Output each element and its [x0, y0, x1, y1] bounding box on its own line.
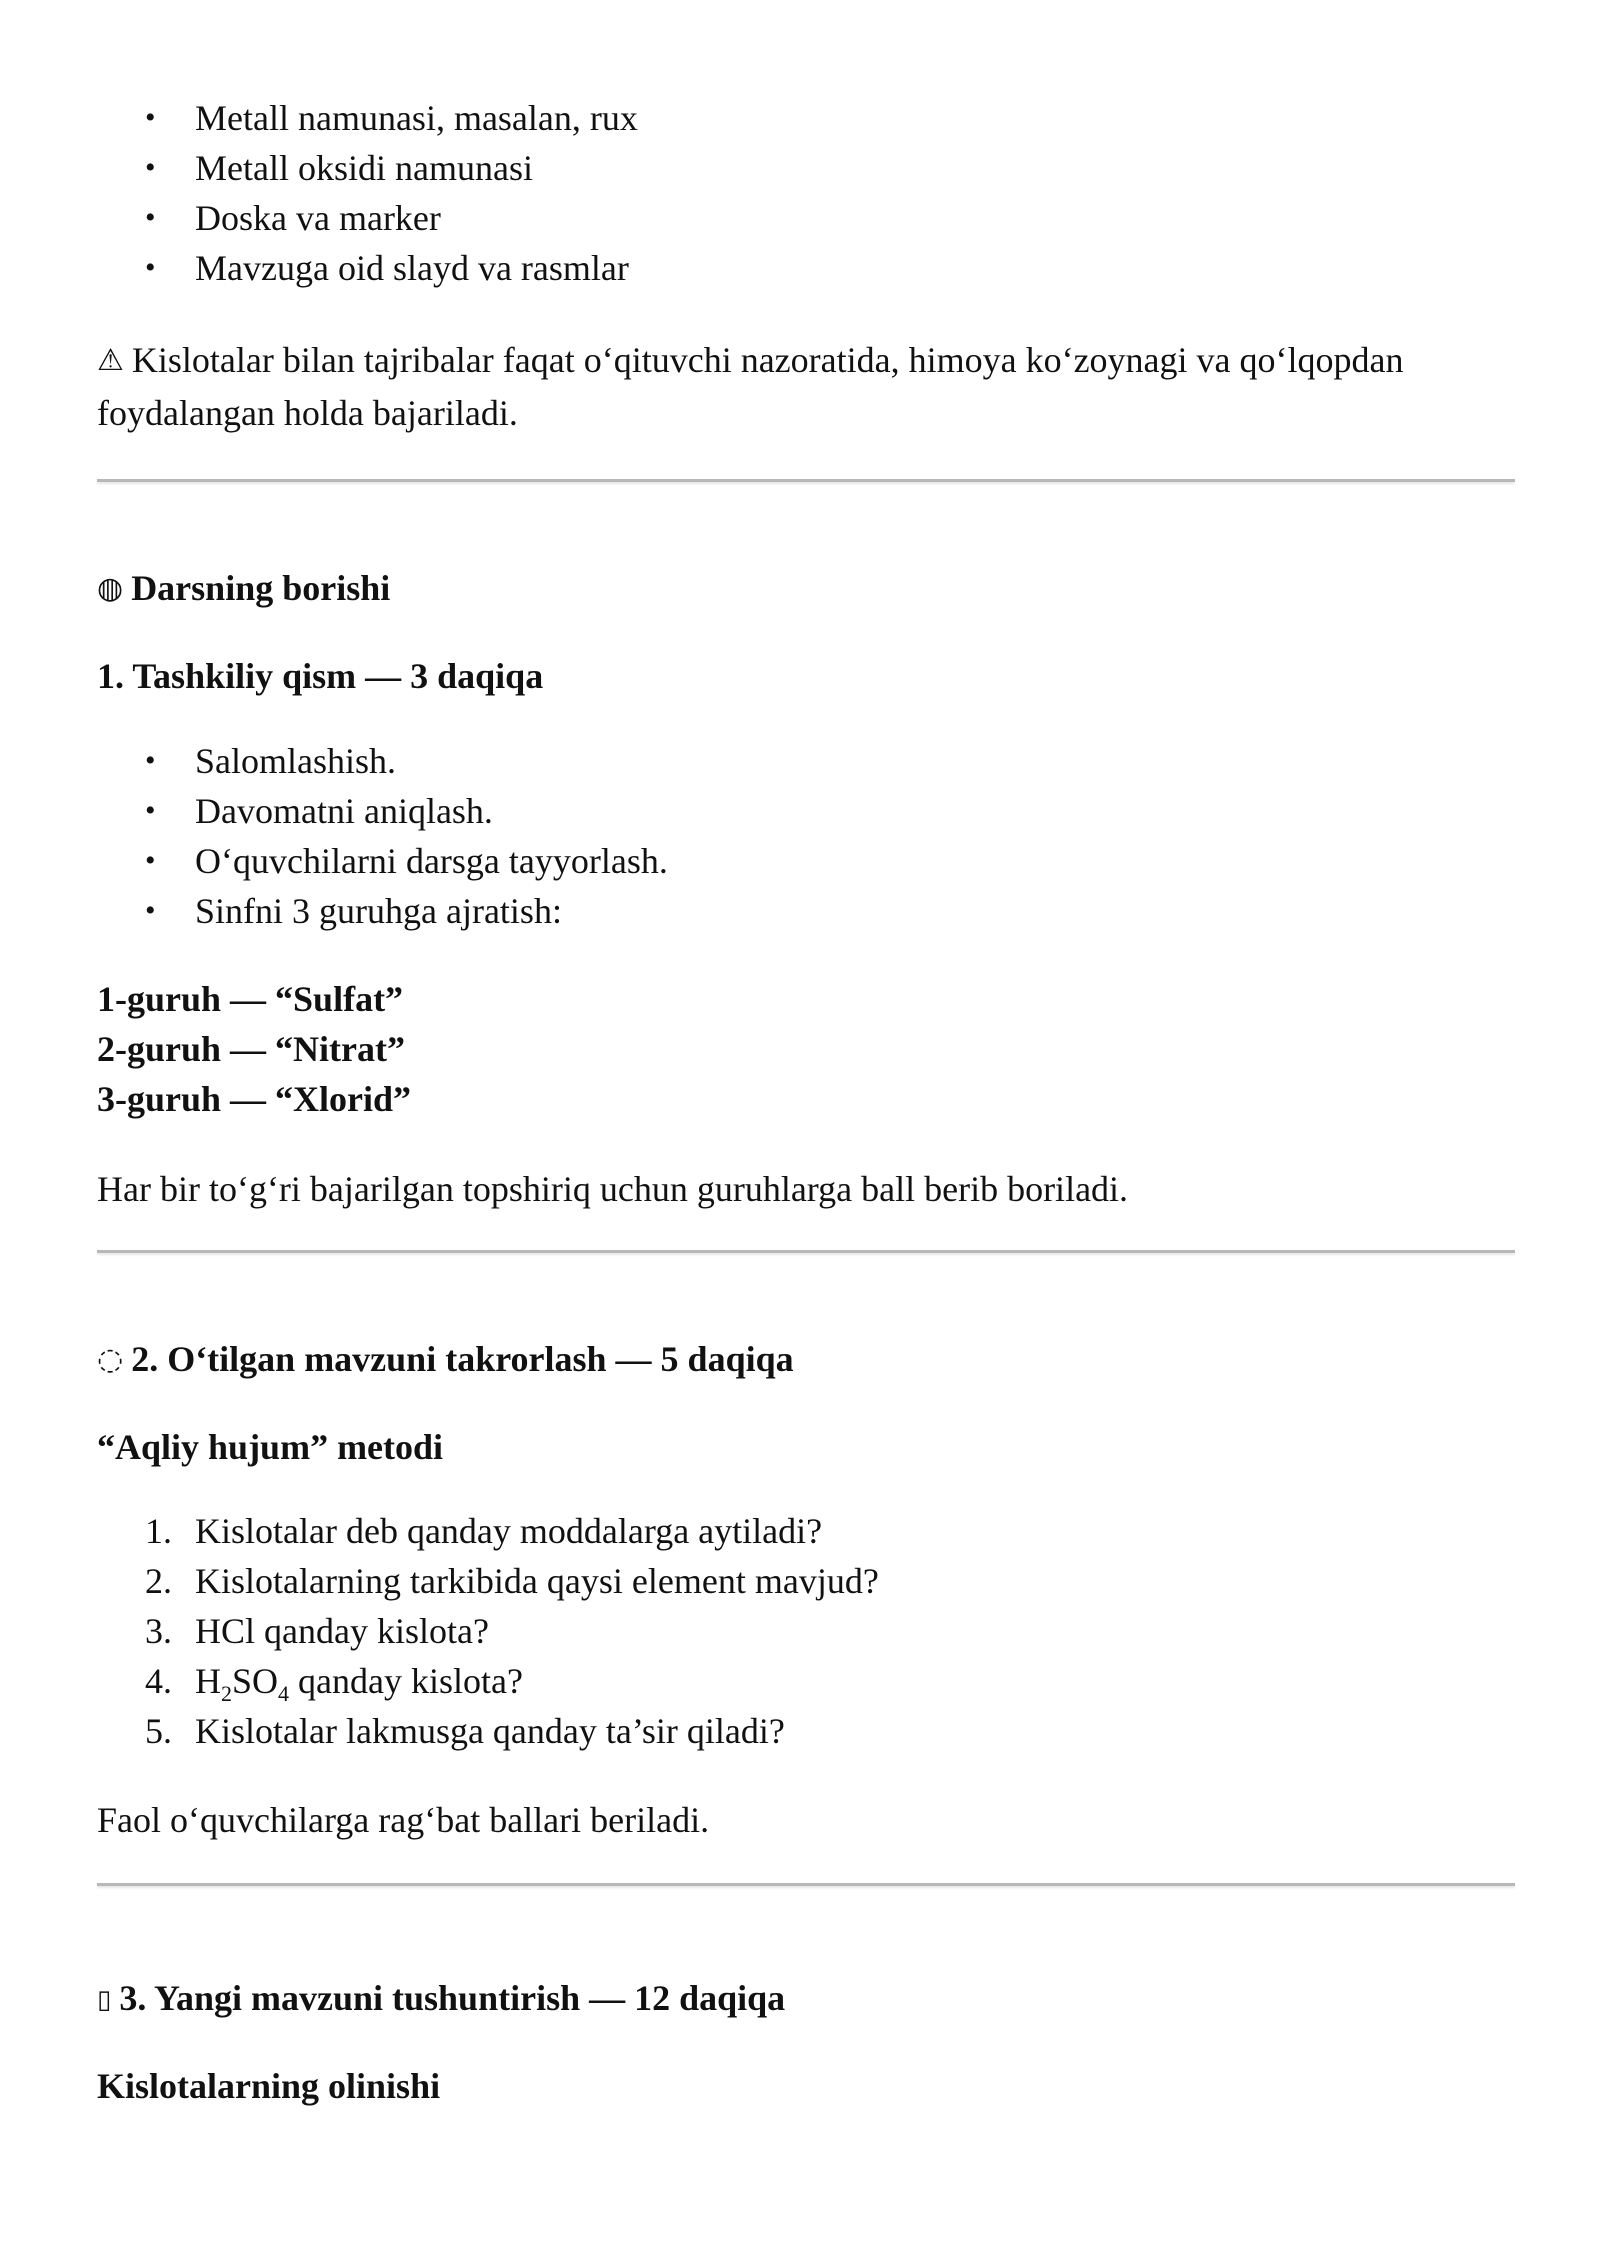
list-item: 1. Kislotalar deb qanday moddalarga aytiladi?: [145, 1511, 823, 1551]
safety-warning: ⚠ Kislotalar bilan tajribalar faqat o‘qituvchi nazoratida, himoya ko‘zoynagi va qo‘lqopdan foydalangan holda bajariladi.: [97, 334, 1515, 439]
section-heading: ◍ Darsning borishi: [97, 562, 1515, 615]
section-heading: ◌ 2. O‘tilgan mavzuni takrorlash — 5 daqiqa: [97, 1333, 1515, 1386]
missing-glyph-icon: ▯: [97, 1985, 112, 2015]
list-item: • Metall oksidi namunasi: [145, 148, 533, 188]
part-heading: 1. Tashkiliy qism — 3 daqiqa: [97, 656, 544, 696]
list-item: • Doska va marker: [145, 198, 441, 238]
list-item: 3. HCl qanday kislota?: [145, 1611, 489, 1651]
list-item: • Metall namunasi, masalan, rux: [145, 98, 638, 138]
group-item: 1-guruh — “Sulfat”: [97, 979, 404, 1019]
scoring-note: Har bir to‘g‘ri bajarilgan topshiriq uchun guruhlarga ball berib boriladi.: [97, 1169, 1129, 1209]
reward-note: Faol o‘quvchilarga rag‘bat ballari beriladi.: [97, 1800, 710, 1840]
dotted-circle-icon: ◌: [97, 1342, 124, 1377]
list-item: 4. $H_2SO_4$ qanday kislota?: [145, 1661, 523, 1707]
list-item: 2. Kislotalarning tarkibida qaysi element mavjud?: [145, 1561, 879, 1601]
divider: [97, 479, 1515, 482]
divider: [97, 1883, 1515, 1886]
group-item: 3-guruh — “Xlorid”: [97, 1079, 412, 1119]
list-item: • O‘quvchilarni darsga tayyorlash.: [145, 841, 668, 881]
section-heading: ▯ 3. Yangi mavzuni tushuntirish — 12 daqiqa: [97, 1972, 1515, 2026]
organizational-list: [97, 736, 1515, 936]
divider: [97, 1250, 1515, 1253]
group-item: 2-guruh — “Nitrat”: [97, 1029, 405, 1069]
warning-icon: ⚠: [97, 343, 124, 378]
list-item: • Davomatni aniqlash.: [145, 791, 493, 831]
question-list: [97, 1506, 1515, 1756]
hatched-circle-icon: ◍: [97, 571, 124, 606]
materials-list: [97, 93, 1515, 293]
formula: $H_2SO_4$: [195, 1661, 290, 1707]
list-item: • Salomlashish.: [145, 741, 397, 781]
list-item: 5. Kislotalar lakmusga qanday ta’sir qiladi?: [145, 1711, 785, 1751]
group-list: [97, 974, 1515, 1124]
list-item: • Sinfni 3 guruhga ajratish:: [145, 891, 562, 931]
subsection-heading: Kislotalarning olinishi: [97, 2066, 441, 2106]
method-heading: “Aqliy hujum” metodi: [97, 1427, 444, 1467]
list-item: • Mavzuga oid slayd va rasmlar: [145, 248, 629, 288]
